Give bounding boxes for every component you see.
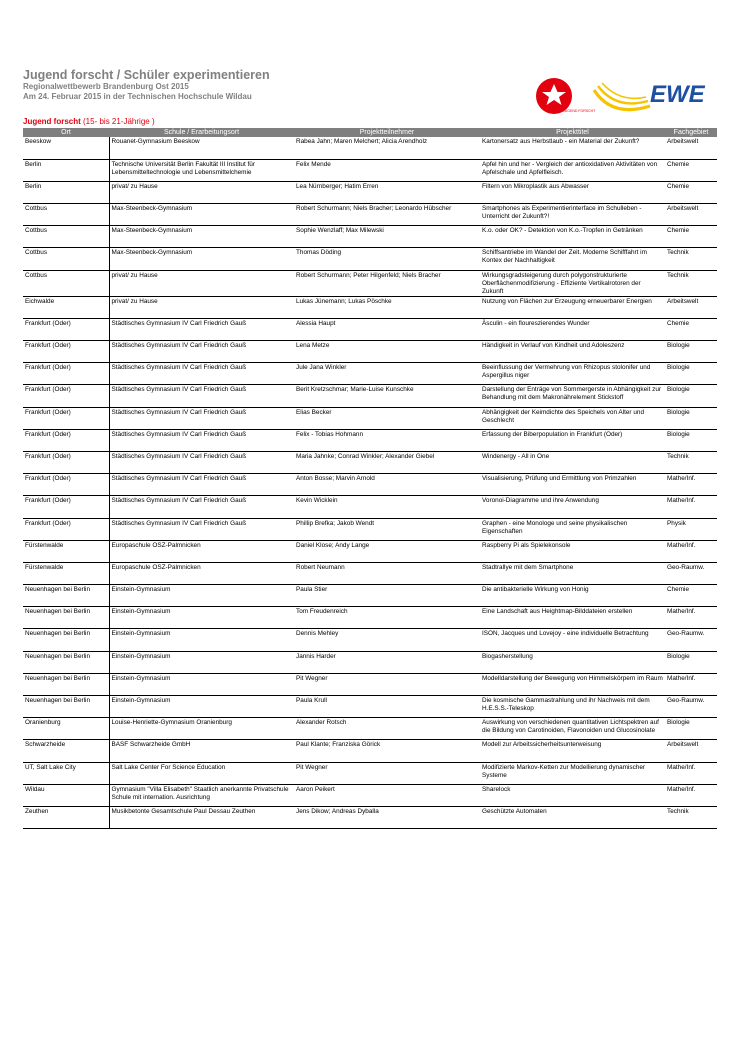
table-row <box>23 451 717 473</box>
cell-fachgebiet: Chemie <box>665 318 717 340</box>
cell-titel: Geschützte Automaten <box>480 806 665 828</box>
cell-fachgebiet: Geo-Raumw. <box>665 562 717 584</box>
cell-schule: Einstein-Gymnasium <box>109 651 294 673</box>
cell-ort: Neuenhagen bei Berlin <box>23 607 109 629</box>
table-row <box>23 562 717 584</box>
cell-titel: Die antibakterielle Wirkung von Honig <box>480 585 665 607</box>
cell-titel: Abhängigkeit der Keimdichte des Speichels von Alter und Geschlecht <box>480 407 665 429</box>
table-row <box>23 159 717 181</box>
cell-teilnehmer: Felix Mende <box>294 159 480 181</box>
cell-ort: Frankfurt (Oder) <box>23 518 109 540</box>
cell-fachgebiet: Physik <box>665 518 717 540</box>
table-row <box>23 429 717 451</box>
section-age-range: (15- bis 21-Jährige ) <box>83 117 155 126</box>
cell-ort: Cottbus <box>23 204 109 226</box>
ewe-logo <box>594 81 706 110</box>
cell-titel: Apfel hin und her - Vergleich der antioxidativen Aktivitäten von Apfelschale und Apfelfleisch. <box>480 159 665 181</box>
jugend-forscht-logo <box>536 78 596 114</box>
cell-schule: privat/ zu Hause <box>109 296 294 318</box>
cell-schule: Städtisches Gymnasium IV Carl Friedrich Gauß <box>109 474 294 496</box>
cell-titel: Kartonersatz aus Herbstlaub - ein Material der Zukunft? <box>480 137 665 159</box>
cell-teilnehmer: Daniel Klose; Andy Lange <box>294 540 480 562</box>
cell-ort: Frankfurt (Oder) <box>23 474 109 496</box>
cell-teilnehmer: Elias Becker <box>294 407 480 429</box>
cell-ort: Cottbus <box>23 270 109 296</box>
cell-schule: Max-Steenbeck-Gymnasium <box>109 248 294 270</box>
cell-fachgebiet: Biologie <box>665 341 717 363</box>
table-row <box>23 181 717 203</box>
cell-ort: Frankfurt (Oder) <box>23 429 109 451</box>
cell-teilnehmer: Jule Jana Winkler <box>294 363 480 385</box>
table-row <box>23 407 717 429</box>
cell-fachgebiet: Technik <box>665 451 717 473</box>
cell-schule: Europaschule OSZ-Palmnicken <box>109 562 294 584</box>
cell-titel: Graphen - eine Monologe und seine physikalischen Eigenschaften <box>480 518 665 540</box>
cell-schule: Salt Lake Center For Science Education <box>109 762 294 784</box>
cell-titel: ISON, Jacques und Lovejoy - eine individuelle Betrachtung <box>480 629 665 651</box>
cell-ort: Frankfurt (Oder) <box>23 341 109 363</box>
cell-teilnehmer: Lukas Jünemann; Lukas Pöschke <box>294 296 480 318</box>
cell-ort: Neuenhagen bei Berlin <box>23 696 109 718</box>
cell-schule: Max-Steenbeck-Gymnasium <box>109 226 294 248</box>
ewe-logo-text: EWE <box>650 81 705 108</box>
cell-schule: privat/ zu Hause <box>109 181 294 203</box>
cell-teilnehmer: Dennis Mehley <box>294 629 480 651</box>
table-row <box>23 740 717 762</box>
cell-titel: Erfassung der Biberpopulation in Frankfurt (Oder) <box>480 429 665 451</box>
cell-titel: Modifizierte Markov-Ketten zur Modellierung dynamischer Systeme <box>480 762 665 784</box>
cell-teilnehmer: Tom Freudenreich <box>294 607 480 629</box>
cell-fachgebiet: Arbeitswelt <box>665 740 717 762</box>
cell-ort: Neuenhagen bei Berlin <box>23 585 109 607</box>
table-row <box>23 296 717 318</box>
cell-teilnehmer: Robert Schurmann; Niels Bracher; Leonardo Hübscher <box>294 204 480 226</box>
cell-teilnehmer: Berit Kretzschmar; Marie-Luise Kunschke <box>294 385 480 407</box>
cell-fachgebiet: Mathe/Inf. <box>665 762 717 784</box>
section-heading <box>23 117 155 127</box>
cell-teilnehmer: Lena Metze <box>294 341 480 363</box>
cell-teilnehmer: Rabea Jahn; Maren Melchert; Alicia Arendholz <box>294 137 480 159</box>
cell-ort: Frankfurt (Oder) <box>23 318 109 340</box>
cell-teilnehmer: Phillip Brefka; Jakob Wendt <box>294 518 480 540</box>
competition-line: Regionalwettbewerb Brandenburg Ost 2015 <box>23 82 189 91</box>
cell-ort: Zeuthen <box>23 806 109 828</box>
cell-ort: Frankfurt (Oder) <box>23 496 109 518</box>
cell-fachgebiet: Arbeitswelt <box>665 296 717 318</box>
cell-ort: Fürstenwalde <box>23 540 109 562</box>
table-row <box>23 806 717 828</box>
cell-fachgebiet: Technik <box>665 806 717 828</box>
cell-teilnehmer: Paula Stier <box>294 585 480 607</box>
cell-fachgebiet: Chemie <box>665 159 717 181</box>
cell-ort: Frankfurt (Oder) <box>23 407 109 429</box>
document-title: Jugend forscht / Schüler experimentieren <box>23 68 270 82</box>
table-row <box>23 363 717 385</box>
cell-ort: Neuenhagen bei Berlin <box>23 629 109 651</box>
cell-titel: Äsculin - ein floureszierendes Wunder <box>480 318 665 340</box>
cell-schule: Einstein-Gymnasium <box>109 696 294 718</box>
cell-fachgebiet: Biologie <box>665 363 717 385</box>
cell-fachgebiet: Mathe/Inf. <box>665 607 717 629</box>
cell-fachgebiet: Geo-Raumw. <box>665 629 717 651</box>
cell-titel: Nutzung von Flächen zur Erzeugung erneuerbarer Energien <box>480 296 665 318</box>
cell-teilnehmer: Jens Dikow; Andreas Dyballa <box>294 806 480 828</box>
cell-schule: Städtisches Gymnasium IV Carl Friedrich Gauß <box>109 385 294 407</box>
cell-fachgebiet: Biologie <box>665 429 717 451</box>
cell-titel: Darstellung der Enträge von Sommergerste in Abhängigkeit zur Behandlung mit dem Makronährelement Stickstoff <box>480 385 665 407</box>
cell-schule: Städtisches Gymnasium IV Carl Friedrich Gauß <box>109 429 294 451</box>
cell-teilnehmer: Alessia Haupt <box>294 318 480 340</box>
cell-schule: Europaschule OSZ-Palmnicken <box>109 540 294 562</box>
cell-ort: Cottbus <box>23 226 109 248</box>
cell-teilnehmer: Robert Neumann <box>294 562 480 584</box>
cell-teilnehmer: Pit Wegner <box>294 673 480 695</box>
table-header-row <box>23 128 717 137</box>
table-row <box>23 629 717 651</box>
table-row <box>23 718 717 740</box>
cell-schule: Louise-Henriette-Gymnasium Oranienburg <box>109 718 294 740</box>
cell-ort: Schwarzheide <box>23 740 109 762</box>
cell-fachgebiet: Mathe/Inf. <box>665 496 717 518</box>
cell-schule: Städtisches Gymnasium IV Carl Friedrich Gauß <box>109 407 294 429</box>
table-row <box>23 585 717 607</box>
column-header-teilnehmer: Projektteilnehmer <box>294 128 480 137</box>
cell-schule: privat/ zu Hause <box>109 270 294 296</box>
table-row <box>23 226 717 248</box>
cell-ort: Oranienburg <box>23 718 109 740</box>
table-row <box>23 696 717 718</box>
table-row <box>23 607 717 629</box>
cell-schule: Einstein-Gymnasium <box>109 585 294 607</box>
cell-titel: Eine Landschaft aus Heightmap-Bilddateien erstellen <box>480 607 665 629</box>
cell-titel: Biogasherstellung <box>480 651 665 673</box>
cell-ort: Wildau <box>23 784 109 806</box>
section-title: Jugend forscht <box>23 117 81 126</box>
cell-ort: Fürstenwalde <box>23 562 109 584</box>
cell-ort: Frankfurt (Oder) <box>23 363 109 385</box>
cell-ort: Neuenhagen bei Berlin <box>23 673 109 695</box>
cell-fachgebiet: Arbeitswelt <box>665 137 717 159</box>
cell-titel: Smartphones als Experimentierinterface im Schulleben - Unterricht der Zukunft?! <box>480 204 665 226</box>
cell-schule: Einstein-Gymnasium <box>109 673 294 695</box>
cell-fachgebiet: Biologie <box>665 651 717 673</box>
cell-schule: Städtisches Gymnasium IV Carl Friedrich Gauß <box>109 518 294 540</box>
table-body <box>23 137 717 829</box>
cell-fachgebiet: Geo-Raumw. <box>665 696 717 718</box>
cell-schule: Technische Universität Berlin Fakultät III Institut für Lebensmitteltechnologie und Lebensmittelchemie <box>109 159 294 181</box>
table-row <box>23 540 717 562</box>
cell-schule: Städtisches Gymnasium IV Carl Friedrich Gauß <box>109 318 294 340</box>
cell-fachgebiet: Arbeitswelt <box>665 204 717 226</box>
cell-fachgebiet: Technik <box>665 248 717 270</box>
cell-fachgebiet: Chemie <box>665 226 717 248</box>
cell-schule: Einstein-Gymnasium <box>109 607 294 629</box>
cell-schule: Einstein-Gymnasium <box>109 629 294 651</box>
cell-fachgebiet: Biologie <box>665 385 717 407</box>
cell-fachgebiet: Biologie <box>665 718 717 740</box>
date-venue-line: Am 24. Februar 2015 in der Technischen Hochschule Wildau <box>23 92 252 101</box>
cell-ort: Cottbus <box>23 248 109 270</box>
cell-fachgebiet: Mathe/Inf. <box>665 474 717 496</box>
cell-titel: Raspberry Pi als Spielekonsole <box>480 540 665 562</box>
cell-fachgebiet: Mathe/Inf. <box>665 784 717 806</box>
logos <box>532 70 722 122</box>
cell-ort: Berlin <box>23 159 109 181</box>
jugend-forscht-logo-text: JUGEND FORSCHT <box>563 109 596 113</box>
cell-teilnehmer: Kevin Wicklein <box>294 496 480 518</box>
cell-fachgebiet: Chemie <box>665 181 717 203</box>
cell-teilnehmer: Robert Schurmann; Peter Hilgenfeld; Niels Bracher <box>294 270 480 296</box>
cell-titel: K.o. oder OK? - Detektion von K.o.-Tropfen in Getränken <box>480 226 665 248</box>
cell-titel: Voronoi-Diagramme und ihre Anwendung <box>480 496 665 518</box>
table-row <box>23 474 717 496</box>
cell-titel: Wirkungsgradsteigerung durch polygonstrukturierte Oberflächenmodifizierung - Effiziente Vertikalrotoren der Zukunft <box>480 270 665 296</box>
cell-teilnehmer: Lea Nürnberger; Hatim Erren <box>294 181 480 203</box>
cell-fachgebiet: Mathe/Inf. <box>665 540 717 562</box>
cell-schule: Städtisches Gymnasium IV Carl Friedrich Gauß <box>109 363 294 385</box>
participants-table <box>23 128 717 829</box>
table-row <box>23 784 717 806</box>
cell-schule: Städtisches Gymnasium IV Carl Friedrich Gauß <box>109 451 294 473</box>
cell-titel: Windenergy - All in One <box>480 451 665 473</box>
column-header-titel: Projekttitel <box>480 128 665 137</box>
cell-ort: Frankfurt (Oder) <box>23 385 109 407</box>
table-row <box>23 204 717 226</box>
table-row <box>23 673 717 695</box>
cell-titel: Beeinflussung der Vermehrung von Rhizopus stolonifer und Aspergillus niger <box>480 363 665 385</box>
cell-schule: BASF Schwarzheide GmbH <box>109 740 294 762</box>
cell-teilnehmer: Anton Bosse; Marvin Arnold <box>294 474 480 496</box>
cell-ort: UT, Salt Lake City <box>23 762 109 784</box>
cell-titel: Auswirkung von verschiedenen quantitativen Lichtspektren auf die Bildung von Carotinoiden, Flavonoiden und Glucosinolate <box>480 718 665 740</box>
column-header-ort: Ort <box>23 128 109 137</box>
document-header <box>23 68 523 102</box>
cell-schule: Musikbetonte Gesamtschule Paul Dessau Zeuthen <box>109 806 294 828</box>
cell-fachgebiet: Chemie <box>665 585 717 607</box>
cell-titel: Sharelock <box>480 784 665 806</box>
cell-ort: Eichwalde <box>23 296 109 318</box>
column-header-fachgebiet: Fachgebiet <box>665 128 717 137</box>
table-row <box>23 137 717 159</box>
table-row <box>23 341 717 363</box>
cell-teilnehmer: Aaron Peikert <box>294 784 480 806</box>
table-row <box>23 518 717 540</box>
cell-ort: Frankfurt (Oder) <box>23 451 109 473</box>
cell-titel: Visualisierung, Prüfung und Ermittlung von Primzahlen <box>480 474 665 496</box>
table-row <box>23 270 717 296</box>
cell-teilnehmer: Jannis Harder <box>294 651 480 673</box>
cell-teilnehmer: Paula Krull <box>294 696 480 718</box>
cell-titel: Filtern von Mikroplastik aus Abwasser <box>480 181 665 203</box>
cell-ort: Beeskow <box>23 137 109 159</box>
cell-titel: Schiffsantriebe im Wandel der Zeit. Moderne Schifffahrt im Kontex der Nachhaltigkeit <box>480 248 665 270</box>
cell-schule: Rouanet-Gymnasium Beeskow <box>109 137 294 159</box>
cell-ort: Berlin <box>23 181 109 203</box>
cell-teilnehmer: Felix - Tobias Hohmann <box>294 429 480 451</box>
cell-teilnehmer: Paul Klante; Franziska Görick <box>294 740 480 762</box>
table-row <box>23 496 717 518</box>
cell-titel: Die kosmische Gammastrahlung und ihr Nachweis mit dem H.E.S.S.-Teleskop <box>480 696 665 718</box>
cell-ort: Neuenhagen bei Berlin <box>23 651 109 673</box>
logo-graphics <box>532 70 722 122</box>
column-header-schule: Schule / Erarbeitungsort <box>109 128 294 137</box>
cell-teilnehmer: Sophie Wenzlaff; Max Milewski <box>294 226 480 248</box>
cell-schule: Städtisches Gymnasium IV Carl Friedrich Gauß <box>109 341 294 363</box>
cell-teilnehmer: Maria Jahnke; Conrad Winkler; Alexander Giebel <box>294 451 480 473</box>
table-row <box>23 651 717 673</box>
cell-schule: Max-Steenbeck-Gymnasium <box>109 204 294 226</box>
cell-schule: Gymnasium "Villa Elisabeth" Staatlich anerkannte Privatschule Schule mit internation. Ausrichtung <box>109 784 294 806</box>
cell-titel: Stadtrallye mit dem Smartphone <box>480 562 665 584</box>
cell-fachgebiet: Biologie <box>665 407 717 429</box>
table-row <box>23 318 717 340</box>
cell-teilnehmer: Thomas Döding <box>294 248 480 270</box>
cell-teilnehmer: Alexander Rotsch <box>294 718 480 740</box>
cell-schule: Städtisches Gymnasium IV Carl Friedrich Gauß <box>109 496 294 518</box>
cell-fachgebiet: Technik <box>665 270 717 296</box>
table-row <box>23 385 717 407</box>
table-row <box>23 762 717 784</box>
cell-titel: Modelldarstellung der Bewegung von Himmelskörpern im Raum <box>480 673 665 695</box>
cell-titel: Händigkeit in Verlauf von Kindheit und Adoleszenz <box>480 341 665 363</box>
cell-teilnehmer: Pit Wegner <box>294 762 480 784</box>
table-row <box>23 248 717 270</box>
cell-titel: Modell zur Arbeitssicherheitsunterweisung <box>480 740 665 762</box>
cell-fachgebiet: Mathe/Inf. <box>665 673 717 695</box>
